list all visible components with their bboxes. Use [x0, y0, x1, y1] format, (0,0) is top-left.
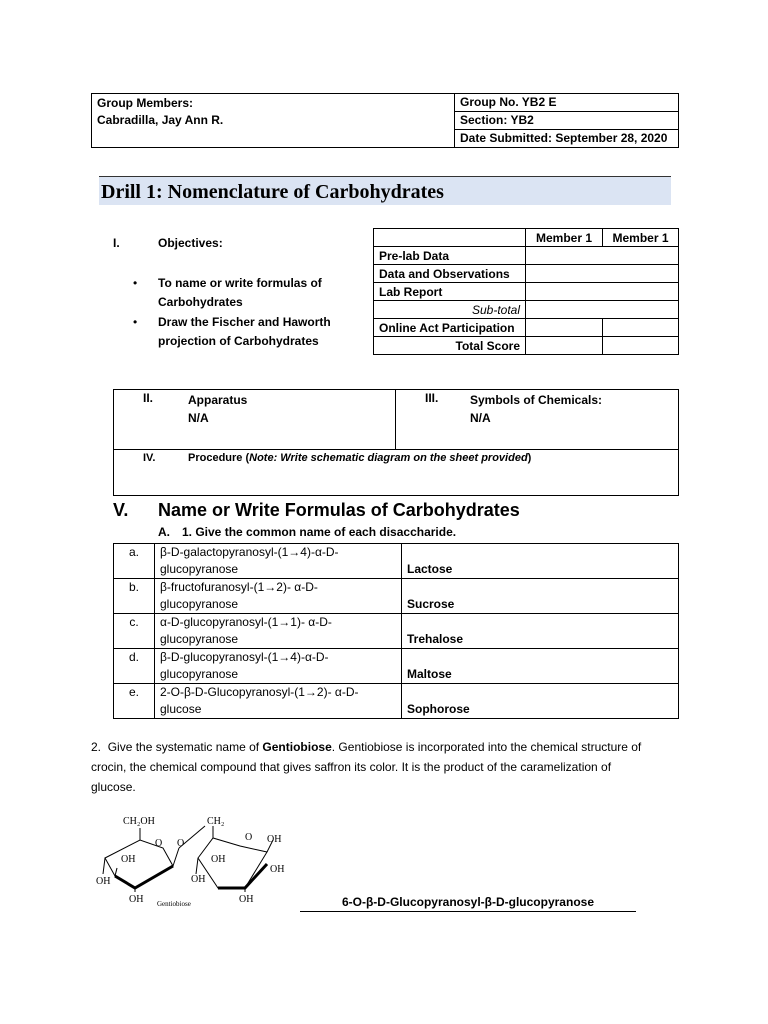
- table-row: [114, 579, 679, 614]
- link-o-label: O: [177, 838, 185, 849]
- procedure-line: [188, 452, 531, 464]
- apparatus-block: [188, 391, 247, 427]
- apparatus-numeral: II.: [143, 391, 154, 405]
- group-no: Group No. YB2 E: [455, 94, 679, 112]
- section: Section: YB2: [455, 112, 679, 130]
- objectives-heading: Objectives:: [158, 236, 223, 250]
- ring2-oh-label: OH: [211, 854, 226, 865]
- ring2-oh3-label: OH: [270, 864, 285, 875]
- row-label: c.: [114, 614, 155, 649]
- objective-bullet-1: •: [133, 276, 138, 290]
- score-header-1: Member 1: [526, 229, 603, 247]
- apparatus-heading: Apparatus: [188, 393, 248, 407]
- section5-heading: Name or Write Formulas of Carbohydrates: [158, 500, 520, 520]
- row-name: β-D-galactopyranosyl-(1→4)-α-D- glucopyranose: [155, 544, 402, 579]
- question2-line2: crocin, the chemical compound that gives saffron its color. It is the product of the caramelization of: [91, 760, 612, 774]
- ring1-oh3-label: OH: [129, 894, 144, 905]
- question2-line3: glucose.: [91, 780, 136, 794]
- ch2oh-label: CH₂OH: [123, 816, 155, 827]
- apparatus-divider: [395, 389, 396, 449]
- procedure-divider: [113, 449, 679, 450]
- score-row-prelab: Pre-lab Data: [374, 247, 526, 265]
- row-name: β-fructofuranosyl-(1→2)- α-D- glucopyranose: [155, 579, 402, 614]
- score-corner: [374, 229, 526, 247]
- table-row: [114, 544, 679, 579]
- row-label: b.: [114, 579, 155, 614]
- disaccharide-table: [113, 543, 679, 719]
- objectives-numeral: I.: [113, 236, 120, 250]
- objective-item-1: To name or write formulas of Carbohydrates: [158, 276, 322, 309]
- symbols-value: N/A: [470, 411, 491, 425]
- ring1-oh2-label: OH: [96, 876, 111, 887]
- score-cell: [526, 301, 679, 319]
- score-cell: [603, 337, 679, 355]
- procedure-note: Note: Write schematic diagram on the sheet provided: [249, 452, 528, 464]
- question2-line1: 2. Give the systematic name of Gentiobiose. Gentiobiose is incorporated into the chemical structure of: [91, 740, 642, 754]
- answer2: 6-O-β-D-Glucopyranosyl-β-D-glucopyranose: [300, 894, 636, 912]
- score-cell: [603, 319, 679, 337]
- row-answer: Sophorose: [402, 684, 679, 719]
- score-cell: [526, 247, 679, 265]
- group-members-cell: [92, 94, 455, 148]
- row-name: 2-O-β-D-Glucopyranosyl-(1→2)- α-D- glucose: [155, 684, 402, 719]
- score-cell: [526, 319, 603, 337]
- score-table: [373, 228, 679, 355]
- row-label: e.: [114, 684, 155, 719]
- ch2-label: CH₂: [207, 816, 225, 827]
- row-name: β-D-glucopyranosyl-(1→4)-α-D- glucopyranose: [155, 649, 402, 684]
- date-submitted: Date Submitted: September 28, 2020: [455, 130, 679, 148]
- score-row-total: Total Score: [374, 337, 526, 355]
- table-row: [114, 684, 679, 719]
- group-members-label: Group Members:: [97, 96, 194, 110]
- objective-bullet-2: •: [133, 315, 138, 329]
- apparatus-value: N/A: [188, 411, 209, 425]
- row-label: d.: [114, 649, 155, 684]
- section5-numeral: V.: [113, 500, 129, 520]
- ring1-oh-label: OH: [121, 854, 136, 865]
- score-row-data: Data and Observations: [374, 265, 526, 283]
- group-members-value: Cabradilla, Jay Ann R.: [97, 113, 224, 127]
- procedure-numeral: IV.: [143, 452, 156, 464]
- score-cell: [526, 337, 603, 355]
- ring2-oh-top-label: OH: [267, 834, 282, 845]
- score-header-2: Member 1: [603, 229, 679, 247]
- symbols-numeral: III.: [425, 391, 439, 405]
- score-row-subtotal: Sub-total: [374, 301, 526, 319]
- score-cell: [526, 283, 679, 301]
- table-row: [114, 614, 679, 649]
- question2: [91, 737, 691, 797]
- page-title: Drill 1: Nomenclature of Carbohydrates: [101, 181, 444, 203]
- ring1-o-label: O: [155, 838, 163, 849]
- row-name: α-D-glucopyranosyl-(1→1)- α-D- glucopyranose: [155, 614, 402, 649]
- partA-label: A.: [158, 525, 170, 539]
- score-row-online: Online Act Participation: [374, 319, 526, 337]
- gentiobiose-structure: [95, 808, 305, 913]
- row-label: a.: [114, 544, 155, 579]
- row-answer: Lactose: [402, 544, 679, 579]
- symbols-heading: Symbols of Chemicals:: [470, 393, 603, 407]
- objective-item-2: Draw the Fischer and Haworth projection of Carbohydrates: [158, 315, 331, 348]
- procedure-close: ): [527, 452, 532, 464]
- score-row-report: Lab Report: [374, 283, 526, 301]
- ring2-o-label: O: [245, 832, 253, 843]
- procedure-heading: Procedure (: [188, 452, 250, 464]
- score-cell: [526, 265, 679, 283]
- ring2-oh4-label: OH: [239, 894, 254, 905]
- symbols-block: [470, 391, 602, 427]
- question2-number: 2.: [91, 740, 102, 754]
- ring2-oh2-label: OH: [191, 874, 206, 885]
- header-table: [91, 93, 679, 148]
- row-answer: Sucrose: [402, 579, 679, 614]
- table-row: [114, 649, 679, 684]
- row-answer: Maltose: [402, 649, 679, 684]
- structure-caption: Gentiobiose: [157, 900, 191, 908]
- row-answer: Trehalose: [402, 614, 679, 649]
- partA-text: 1. Give the common name of each disaccharide.: [182, 525, 457, 539]
